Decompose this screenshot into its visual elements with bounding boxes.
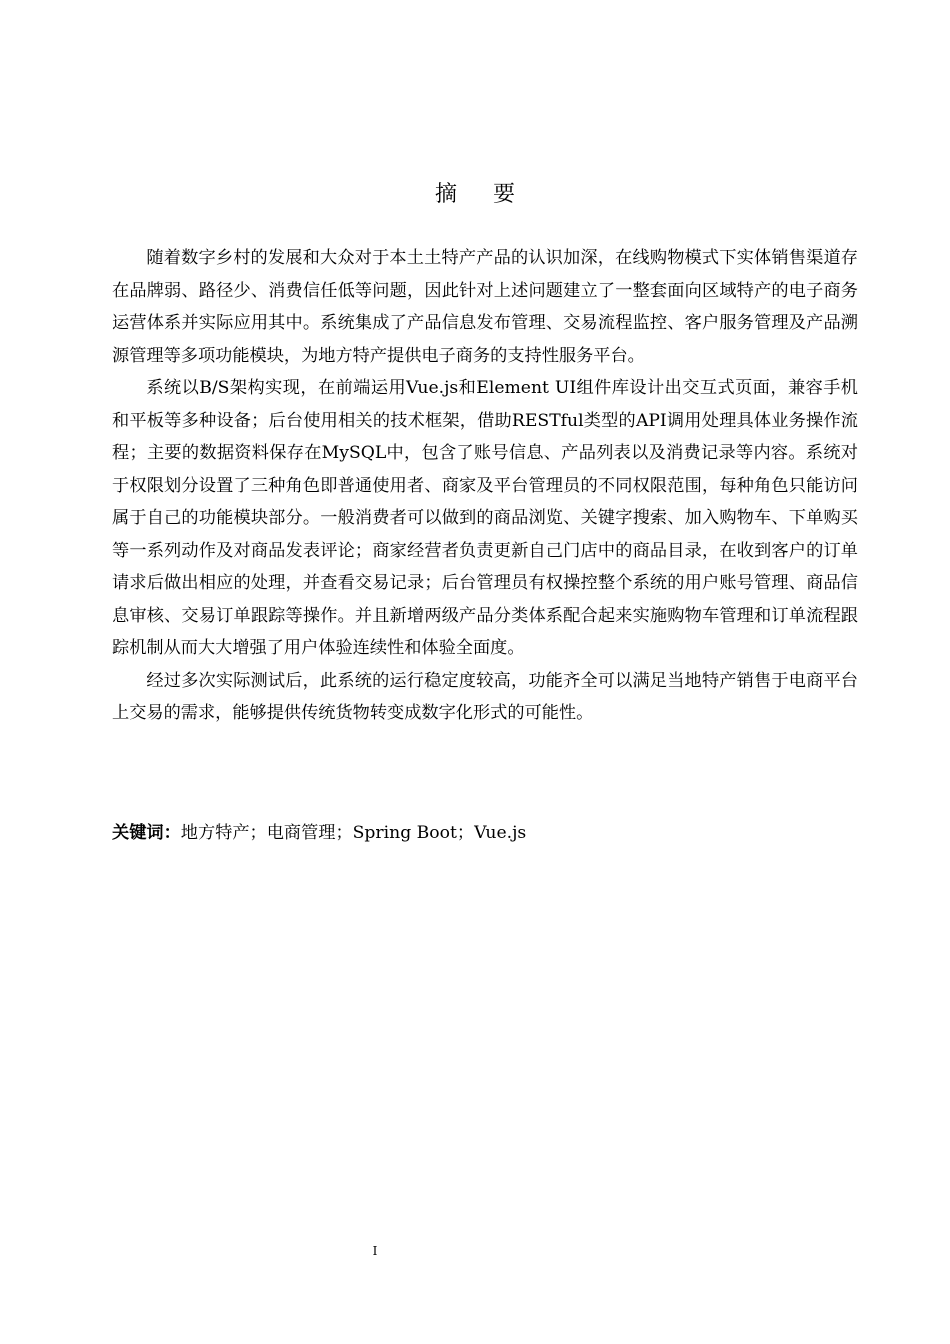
abstract-body <box>112 242 858 730</box>
abstract-paragraph-1: 随着数字乡村的发展和大众对于本土土特产产品的认识加深，在线购物模式下实体销售渠道存在品牌弱、路径少、消费信任低等问题，因此针对上述问题建立了一整套面向区域特产的电子商务运营体系并实际应用其中。系统集成了产品信息发布管理、交易流程监控、客户服务管理及产品溯源管理等多项功能模块，为地方特产提供电子商务的支持性服务平台。 <box>112 248 858 366</box>
page-number: I <box>372 1244 378 1258</box>
abstract-paragraph-2: 系统以B/S架构实现，在前端运用Vue.js和Element UI组件库设计出交互式页面，兼容手机和平板等多种设备；后台使用相关的技术框架，借助RESTful类型的API调用处理具体业务操作流程；主要的数据资料保存在MySQL中，包含了账号信息、产品列表以及消费记录等内容。系统对于权限划分设置了三种角色即普通使用者、商家及平台管理员的不同权限范围，每种角色只能访问属于自己的功能模块部分。一般消费者可以做到的商品浏览、关键字搜索、加入购物车、下单购买等一系列动作及对商品发表评论；商家经营者负责更新自己门店中的商品目录，在收到客户的订单请求后做出相应的处理，并查看交易记录；后台管理员有权操控整个系统的用户账号管理、商品信息审核、交易订单跟踪等操作。并且新增两级产品分类体系配合起来实施购物车管理和订单流程跟踪机制从而大大增强了用户体验连续性和体验全面度。 <box>112 378 858 658</box>
keywords-value: 地方特产；电商管理；Spring Boot；Vue.js <box>180 823 527 843</box>
keywords-label: 关键词： <box>112 823 181 843</box>
abstract-title: 摘要 <box>434 182 551 207</box>
keywords-line <box>112 817 858 849</box>
abstract-paragraph-3: 经过多次实际测试后，此系统的运行稳定度较高，功能齐全可以满足当地特产销售于电商平台上交易的需求，能够提供传统货物转变成数字化形式的可能性。 <box>112 670 858 723</box>
